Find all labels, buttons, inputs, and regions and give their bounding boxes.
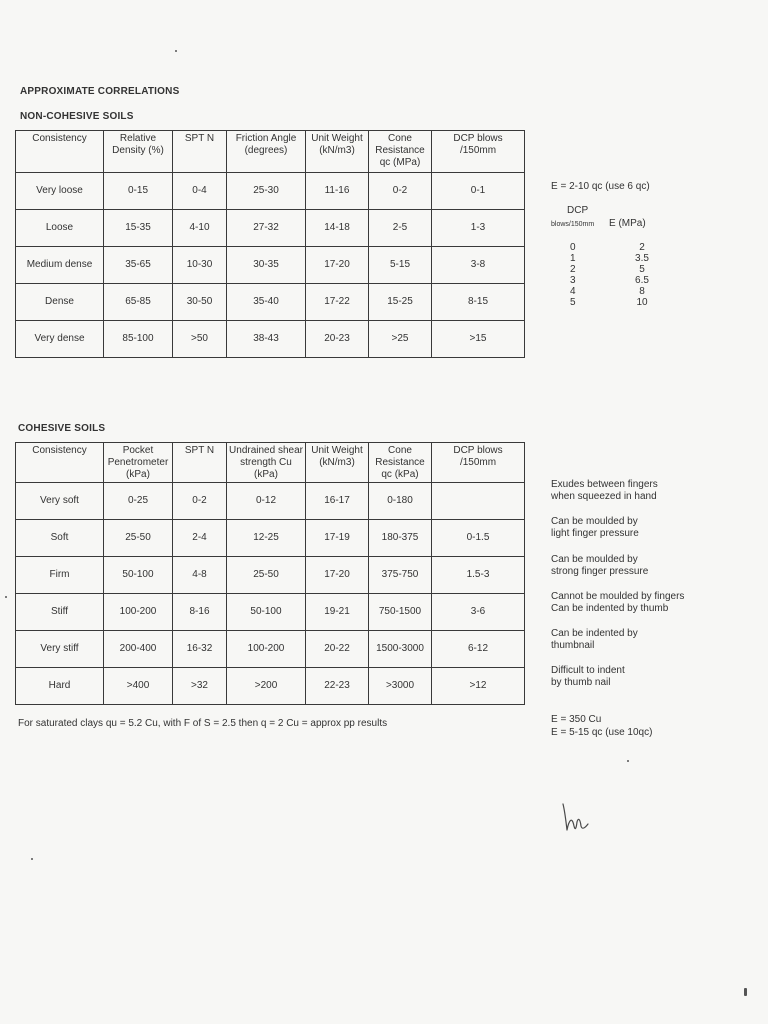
header-unit-weight: Unit Weight (kN/m3): [306, 443, 369, 483]
dcp-value: 0: [570, 242, 576, 253]
table-cell: 10-30: [173, 247, 227, 284]
list-item: [570, 297, 662, 308]
dcp-e-table: [570, 242, 662, 308]
dcp-mini-col-headers: [551, 218, 646, 231]
table-row: [16, 210, 525, 247]
description-line: Cannot be moulded by fingers: [551, 591, 685, 602]
e-value: 2: [639, 242, 645, 253]
table-cell: 17-20: [306, 247, 369, 284]
e-correlation-note: E = 2-10 qc (use 6 qc): [551, 181, 650, 192]
e-note-qc: E = 5-15 qc (use 10qc): [551, 727, 653, 738]
header-pocket-penetrometer: Pocket Penetrometer (kPa): [104, 443, 173, 483]
header-dcp: DCP blows /150mm: [432, 131, 525, 173]
description-line: thumbnail: [551, 640, 595, 651]
table-cell: 35-40: [227, 284, 306, 321]
table-cell: >400: [104, 668, 173, 705]
table-cell: 750-1500: [369, 594, 432, 631]
table-cell: 25-50: [104, 520, 173, 557]
table-cell: 375-750: [369, 557, 432, 594]
table-cell: Firm: [16, 557, 104, 594]
table-cell: 17-22: [306, 284, 369, 321]
header-spt: SPT N: [173, 443, 227, 483]
list-item: [570, 286, 662, 297]
table-row: [16, 668, 525, 705]
table-cell: 5-15: [369, 247, 432, 284]
dcp-value: 3: [570, 275, 576, 286]
table-row: [16, 520, 525, 557]
description-line: Can be moulded by: [551, 516, 638, 527]
dcp-value: 2: [570, 264, 576, 275]
header-consistency: Consistency: [16, 443, 104, 483]
description-line: Exudes between fingers: [551, 479, 658, 490]
table-cell: 50-100: [227, 594, 306, 631]
table-cell: 0-180: [369, 483, 432, 520]
table-row: [16, 173, 525, 210]
noncohesive-header-row: [16, 131, 525, 173]
e-value: 8: [639, 286, 645, 297]
description-line: by thumb nail: [551, 677, 611, 688]
table-cell: 8-15: [432, 284, 525, 321]
description-line: light finger pressure: [551, 528, 639, 539]
header-dcp: DCP blows /150mm: [432, 443, 525, 483]
description-line: Can be indented by: [551, 628, 638, 639]
dcp-mini-col1: blows/150mm: [551, 221, 595, 228]
table-cell: 100-200: [227, 631, 306, 668]
scan-speck: [5, 596, 7, 598]
table-cell: 85-100: [104, 321, 173, 358]
dcp-mini-col2: E (MPa): [609, 218, 646, 229]
table-cell: Soft: [16, 520, 104, 557]
table-cell: 22-23: [306, 668, 369, 705]
table-cell: 180-375: [369, 520, 432, 557]
table-cell: 20-22: [306, 631, 369, 668]
dcp-value: 4: [570, 286, 576, 297]
noncohesive-heading: NON-COHESIVE SOILS: [20, 111, 134, 122]
handwritten-mark: [560, 800, 592, 834]
e-value: 10: [636, 297, 648, 308]
dcp-mini-header: DCP: [567, 205, 589, 216]
table-cell: 27-32: [227, 210, 306, 247]
table-cell: Stiff: [16, 594, 104, 631]
consistency-description: [551, 628, 638, 652]
e-value: 5: [639, 264, 645, 275]
consistency-description: [551, 479, 658, 503]
table-cell: 0-4: [173, 173, 227, 210]
table-cell: Medium dense: [16, 247, 104, 284]
table-cell: 0-1.5: [432, 520, 525, 557]
table-cell: 65-85: [104, 284, 173, 321]
table-cell: >32: [173, 668, 227, 705]
table-row: [16, 321, 525, 358]
table-cell: 0-15: [104, 173, 173, 210]
header-cone-resistance: Cone Resistance qc (MPa): [369, 131, 432, 173]
table-cell: 16-32: [173, 631, 227, 668]
table-cell: 50-100: [104, 557, 173, 594]
description-line: Can be indented by thumb: [551, 603, 669, 614]
table-cell: 19-21: [306, 594, 369, 631]
e-note-cu: E = 350 Cu: [551, 714, 602, 725]
table-cell: >25: [369, 321, 432, 358]
table-cell: 15-25: [369, 284, 432, 321]
table-cell: 2-5: [369, 210, 432, 247]
table-cell: 38-43: [227, 321, 306, 358]
noncohesive-table: [15, 130, 525, 358]
cohesive-header-row: [16, 443, 525, 483]
e-value: 6.5: [635, 275, 649, 286]
list-item: [570, 275, 662, 286]
header-relative-density: Relative Density (%): [104, 131, 173, 173]
table-row: [16, 557, 525, 594]
table-cell: 20-23: [306, 321, 369, 358]
table-cell: >12: [432, 668, 525, 705]
list-item: [570, 242, 662, 253]
table-cell: 0-2: [369, 173, 432, 210]
header-spt: SPT N: [173, 131, 227, 173]
table-row: [16, 284, 525, 321]
table-cell: 12-25: [227, 520, 306, 557]
table-cell: 8-16: [173, 594, 227, 631]
table-cell: >200: [227, 668, 306, 705]
saturated-clay-footnote: For saturated clays qu = 5.2 Cu, with F of S = 2.5 then q = 2 Cu = approx pp results: [18, 718, 388, 729]
consistency-description: [551, 591, 684, 615]
scan-speck: [744, 988, 747, 996]
consistency-description: [551, 516, 639, 540]
table-cell: >15: [432, 321, 525, 358]
table-cell: Hard: [16, 668, 104, 705]
table-cell: 3-6: [432, 594, 525, 631]
table-cell: 4-8: [173, 557, 227, 594]
header-cone-resistance: Cone Resistance qc (kPa): [369, 443, 432, 483]
table-cell: 2-4: [173, 520, 227, 557]
table-cell: 25-30: [227, 173, 306, 210]
table-row: [16, 594, 525, 631]
table-cell: 25-50: [227, 557, 306, 594]
table-row: [16, 631, 525, 668]
header-consistency: Consistency: [16, 131, 104, 173]
e-value: 3.5: [635, 253, 649, 264]
table-cell: 30-50: [173, 284, 227, 321]
table-cell: Very stiff: [16, 631, 104, 668]
dcp-value: 1: [570, 253, 576, 264]
table-cell: 6-12: [432, 631, 525, 668]
table-cell: Loose: [16, 210, 104, 247]
table-cell: 0-2: [173, 483, 227, 520]
table-cell: 0-25: [104, 483, 173, 520]
description-line: strong finger pressure: [551, 566, 649, 577]
table-cell: 30-35: [227, 247, 306, 284]
description-line: when squeezed in hand: [551, 491, 657, 502]
scan-speck: [31, 858, 33, 860]
table-cell: 1500-3000: [369, 631, 432, 668]
table-cell: >3000: [369, 668, 432, 705]
table-row: [16, 483, 525, 520]
consistency-description: [551, 554, 648, 578]
scan-speck: [627, 760, 629, 762]
table-cell: 0-1: [432, 173, 525, 210]
table-cell: 11-16: [306, 173, 369, 210]
table-cell: Very soft: [16, 483, 104, 520]
table-cell: 3-8: [432, 247, 525, 284]
header-unit-weight: Unit Weight (kN/m3): [306, 131, 369, 173]
table-cell: 15-35: [104, 210, 173, 247]
table-cell: 1.5-3: [432, 557, 525, 594]
dcp-value: 5: [570, 297, 576, 308]
scan-speck: [175, 50, 177, 52]
table-cell: 14-18: [306, 210, 369, 247]
table-cell: 4-10: [173, 210, 227, 247]
list-item: [570, 264, 662, 275]
cohesive-heading: COHESIVE SOILS: [18, 423, 106, 434]
table-cell: 0-12: [227, 483, 306, 520]
table-row: [16, 247, 525, 284]
table-cell: 35-65: [104, 247, 173, 284]
table-cell: Dense: [16, 284, 104, 321]
table-cell: 100-200: [104, 594, 173, 631]
header-undrained-shear: Undrained shear strength Cu (kPa): [227, 443, 306, 483]
table-cell: 1-3: [432, 210, 525, 247]
header-friction-angle: Friction Angle (degrees): [227, 131, 306, 173]
table-cell: >50: [173, 321, 227, 358]
table-cell: Very loose: [16, 173, 104, 210]
description-line: Difficult to indent: [551, 665, 625, 676]
table-cell: 17-20: [306, 557, 369, 594]
cohesive-table: [15, 442, 525, 705]
table-cell: 16-17: [306, 483, 369, 520]
table-cell: 17-19: [306, 520, 369, 557]
table-cell: Very dense: [16, 321, 104, 358]
consistency-description: [551, 665, 625, 689]
list-item: [570, 253, 662, 264]
table-cell: 200-400: [104, 631, 173, 668]
table-cell: [432, 483, 525, 520]
page-title: APPROXIMATE CORRELATIONS: [20, 86, 180, 97]
description-line: Can be moulded by: [551, 554, 638, 565]
